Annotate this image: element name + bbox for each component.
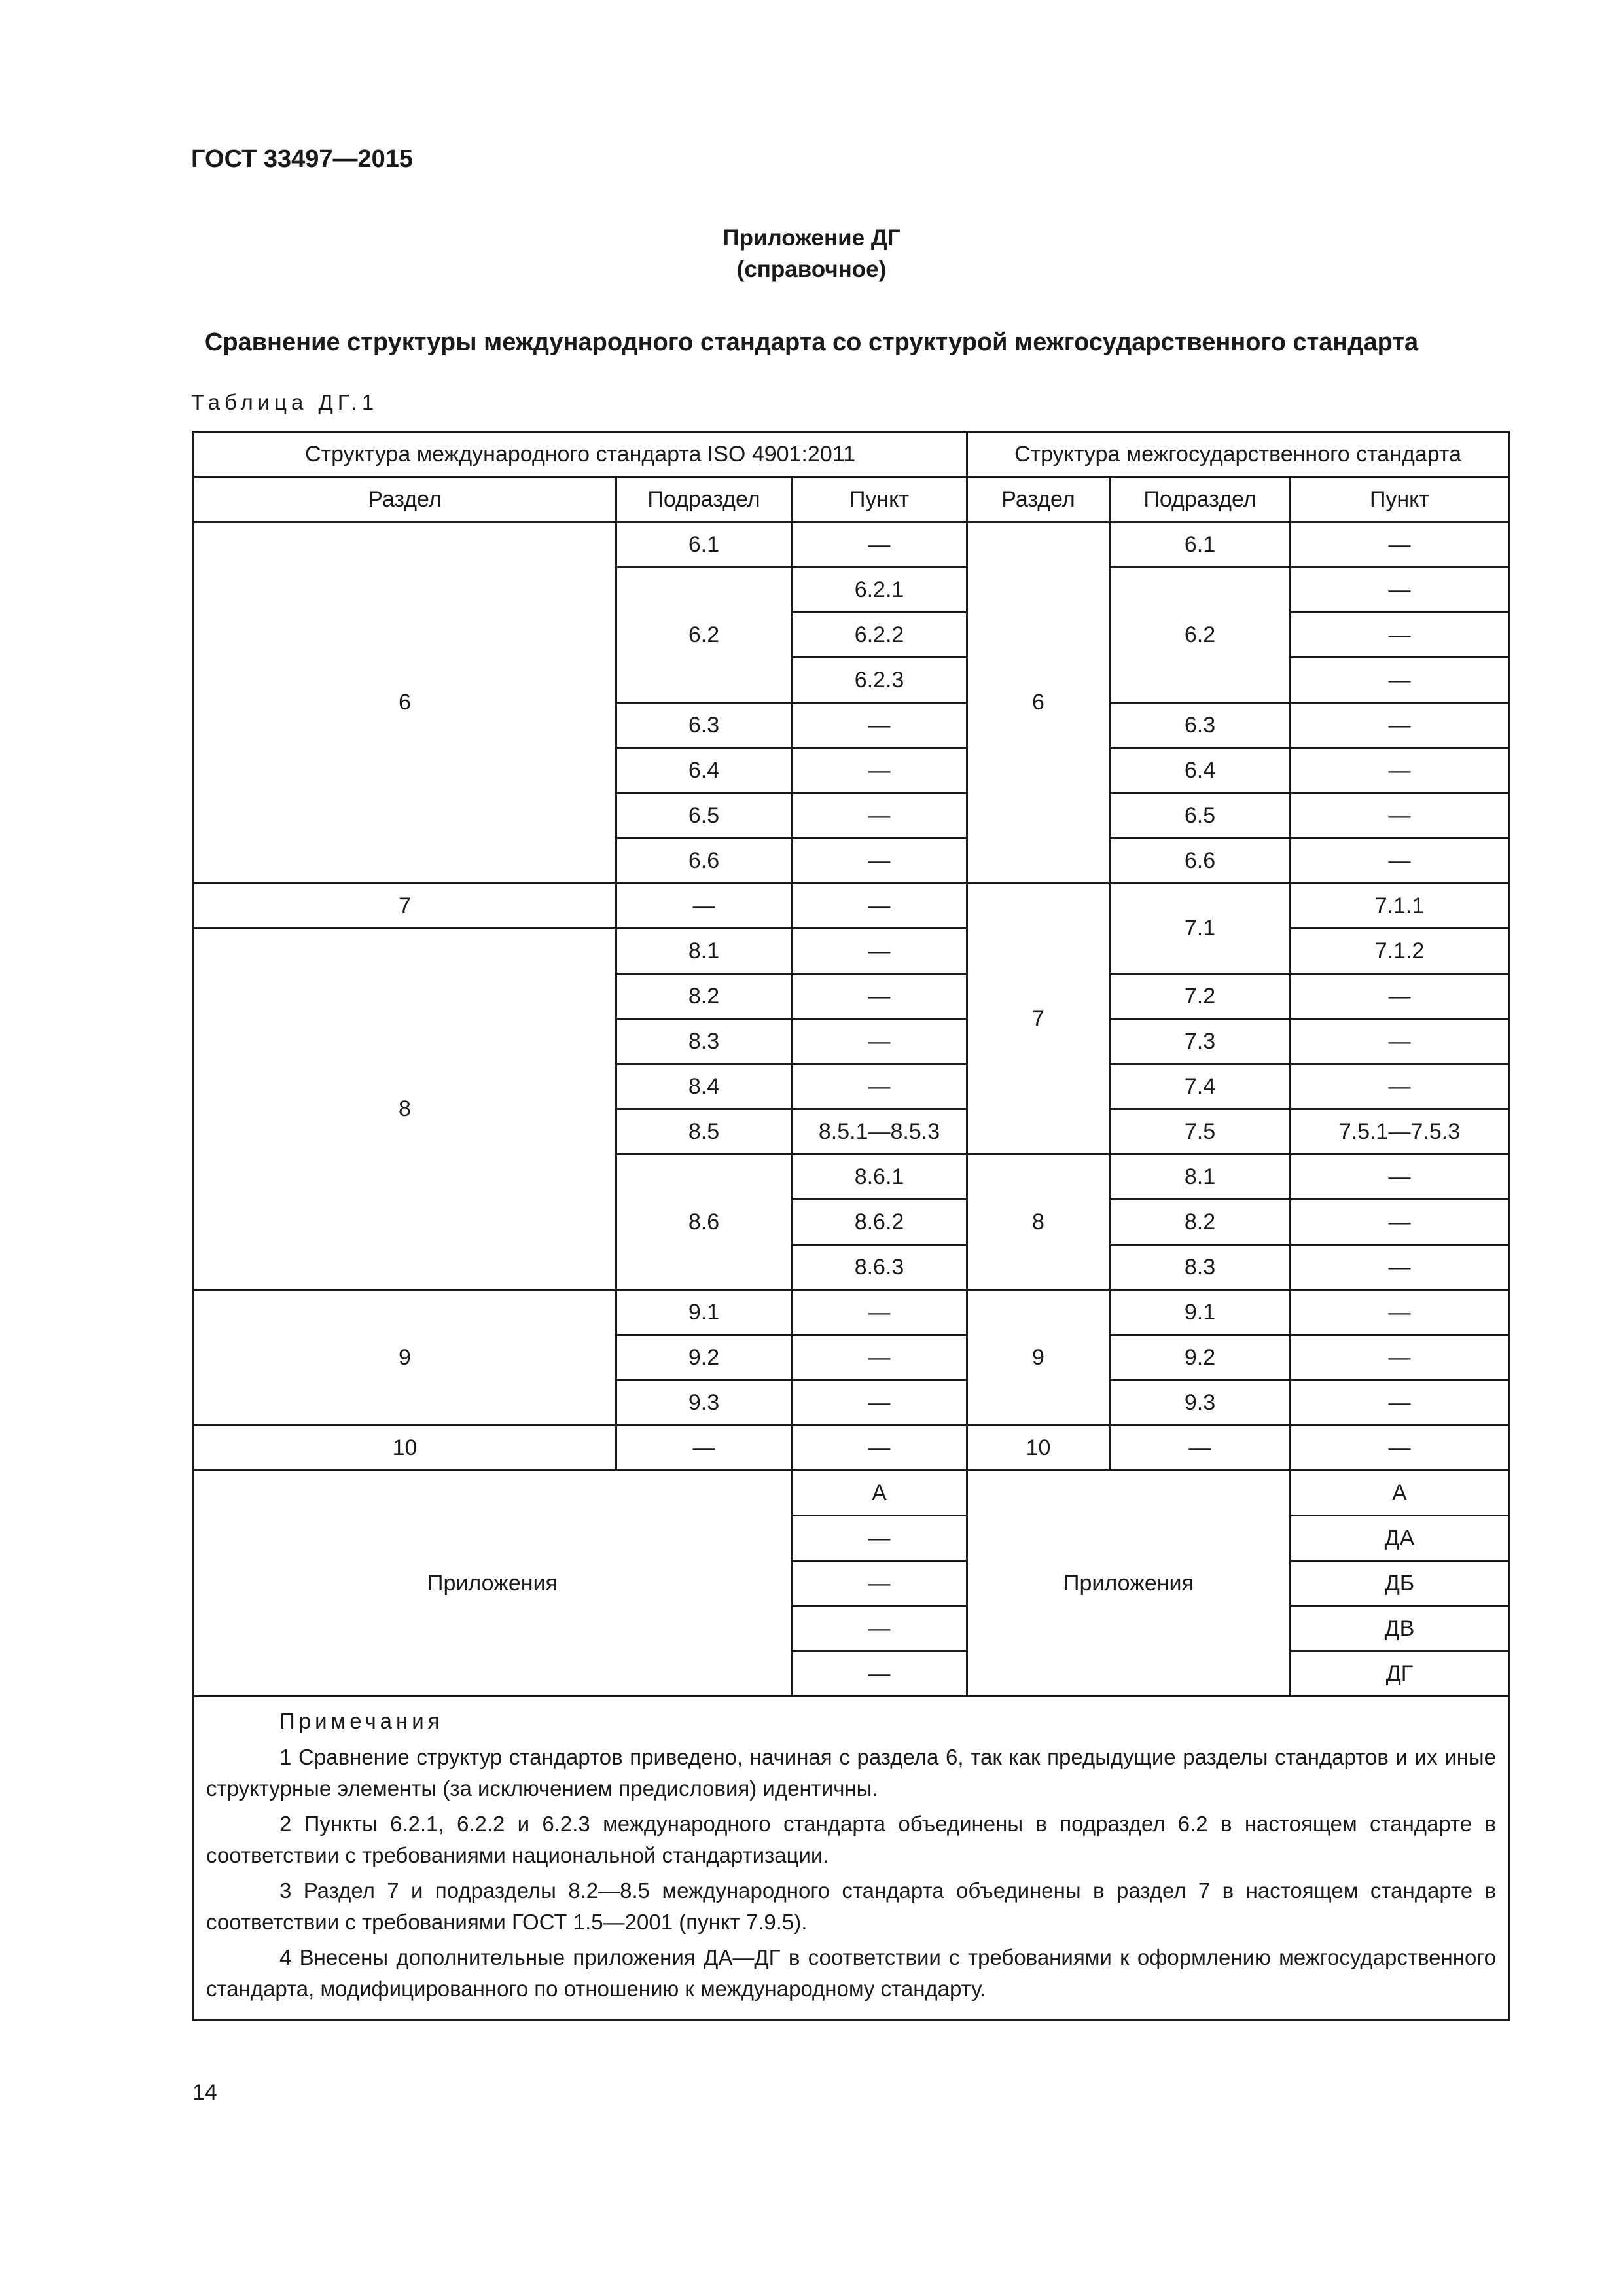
cell-subsection: 8.2 xyxy=(616,974,792,1019)
cell-subsection: 7.5 xyxy=(1110,1109,1291,1155)
table-row xyxy=(194,884,1509,929)
annex-heading xyxy=(0,223,1623,285)
cell-subsection: 6.3 xyxy=(616,703,792,748)
cell-annex: ДА xyxy=(1291,1516,1509,1561)
cell-annex: ДГ xyxy=(1291,1651,1509,1696)
table-group-header-row xyxy=(194,432,1509,477)
cell-annexes-label: Приложения xyxy=(194,1471,792,1696)
col-header-section: Раздел xyxy=(967,477,1110,522)
cell-subsection: 8.2 xyxy=(1110,1200,1291,1245)
notes-title: Примечания xyxy=(279,1709,444,1733)
cell-clause: — xyxy=(1291,1426,1509,1471)
col-header-subsection: Подраздел xyxy=(616,477,792,522)
cell-clause: 8.6.3 xyxy=(792,1245,967,1290)
cell-section: 10 xyxy=(967,1426,1110,1471)
cell-clause: — xyxy=(792,1290,967,1335)
annex-subtitle: (справочное) xyxy=(736,257,887,282)
cell-section: 6 xyxy=(967,522,1110,884)
cell-annex: ДВ xyxy=(1291,1606,1509,1651)
comparison-table xyxy=(192,431,1510,2021)
main-title: Сравнение структуры международного стандарта со структурой межгосударственного стандарта xyxy=(204,329,1419,356)
cell-subsection: 6.6 xyxy=(616,838,792,884)
cell-clause: — xyxy=(792,838,967,884)
cell-subsection: 9.3 xyxy=(1110,1380,1291,1426)
cell-clause: — xyxy=(792,974,967,1019)
cell-subsection: 9.2 xyxy=(616,1335,792,1380)
cell-subsection: 9.2 xyxy=(1110,1335,1291,1380)
cell-subsection: 8.1 xyxy=(1110,1155,1291,1200)
cell-subsection: 6.5 xyxy=(1110,793,1291,838)
col-header-section: Раздел xyxy=(194,477,616,522)
cell-subsection: 9.1 xyxy=(616,1290,792,1335)
cell-subsection: 8.1 xyxy=(616,929,792,974)
note-item: 4 Внесены дополнительные приложения ДА—ДГ в соответствии с требованиями к оформлению межгосударственного стандарта, модифицированного по отношению к международному стандарту. xyxy=(206,1945,1496,2001)
cell-section: 7 xyxy=(967,884,1110,1155)
cell-clause: — xyxy=(1291,703,1509,748)
cell-clause: — xyxy=(1291,1335,1509,1380)
cell-subsection: 8.6 xyxy=(616,1155,792,1290)
col-header-subsection: Подраздел xyxy=(1110,477,1291,522)
cell-clause: — xyxy=(1291,1245,1509,1290)
cell-clause: 8.6.2 xyxy=(792,1200,967,1245)
cell-clause: — xyxy=(1291,974,1509,1019)
cell-clause: — xyxy=(792,1380,967,1426)
cell-annex: А xyxy=(1291,1471,1509,1516)
cell-clause: — xyxy=(792,703,967,748)
cell-section: 9 xyxy=(194,1290,616,1426)
cell-subsection: 6.5 xyxy=(616,793,792,838)
table-label: Таблица ДГ.1 xyxy=(191,390,379,414)
cell-clause: — xyxy=(792,929,967,974)
cell-subsection: 8.4 xyxy=(616,1064,792,1109)
cell-subsection: — xyxy=(1110,1426,1291,1471)
cell-clause: — xyxy=(1291,1380,1509,1426)
cell-clause: — xyxy=(792,884,967,929)
cell-clause: — xyxy=(792,793,967,838)
cell-clause: — xyxy=(1291,793,1509,838)
cell-subsection: 9.1 xyxy=(1110,1290,1291,1335)
table-row xyxy=(194,522,1509,567)
notes-cell xyxy=(194,1696,1509,2020)
cell-clause: 6.2.3 xyxy=(792,658,967,703)
table-column-header-row xyxy=(194,477,1509,522)
cell-annex: — xyxy=(792,1651,967,1696)
cell-section: 8 xyxy=(194,929,616,1290)
cell-subsection: 6.3 xyxy=(1110,703,1291,748)
cell-clause: — xyxy=(1291,1064,1509,1109)
note-item: 2 Пункты 6.2.1, 6.2.2 и 6.2.3 международного стандарта объединены в подраздел 6.2 в настоящем стандарте в соответствии с требованиями национальной стандартизации. xyxy=(206,1812,1496,1867)
cell-subsection: 6.4 xyxy=(1110,748,1291,793)
cell-clause: — xyxy=(1291,1290,1509,1335)
col-header-clause: Пункт xyxy=(1291,477,1509,522)
cell-annex: — xyxy=(792,1561,967,1606)
annex-title: Приложение ДГ xyxy=(722,225,901,251)
cell-annex: ДБ xyxy=(1291,1561,1509,1606)
table-row xyxy=(194,1471,1509,1516)
cell-subsection: — xyxy=(616,884,792,929)
cell-subsection: 6.6 xyxy=(1110,838,1291,884)
cell-section: 10 xyxy=(194,1426,616,1471)
cell-annex: — xyxy=(792,1516,967,1561)
cell-clause: — xyxy=(1291,522,1509,567)
document-code: ГОСТ 33497—2015 xyxy=(191,145,414,173)
cell-subsection: — xyxy=(616,1426,792,1471)
cell-clause: 6.2.2 xyxy=(792,613,967,658)
cell-subsection: 7.1 xyxy=(1110,884,1291,974)
cell-section: 7 xyxy=(194,884,616,929)
cell-subsection: 6.2 xyxy=(1110,567,1291,703)
cell-clause: — xyxy=(792,1335,967,1380)
cell-subsection: 6.2 xyxy=(616,567,792,703)
table-row xyxy=(194,1426,1509,1471)
cell-clause: 6.2.1 xyxy=(792,567,967,613)
cell-clause: — xyxy=(1291,838,1509,884)
cell-section: 9 xyxy=(967,1290,1110,1426)
cell-subsection: 6.1 xyxy=(616,522,792,567)
cell-clause: — xyxy=(792,1064,967,1109)
cell-annexes-label: Приложения xyxy=(967,1471,1291,1696)
cell-clause: 7.1.2 xyxy=(1291,929,1509,974)
cell-clause: — xyxy=(1291,1200,1509,1245)
cell-subsection: 7.2 xyxy=(1110,974,1291,1019)
cell-clause: — xyxy=(792,748,967,793)
cell-section: 8 xyxy=(967,1155,1110,1290)
cell-annex: А xyxy=(792,1471,967,1516)
cell-clause: — xyxy=(1291,748,1509,793)
page-number: 14 xyxy=(192,2080,217,2105)
cell-subsection: 8.3 xyxy=(1110,1245,1291,1290)
table-row xyxy=(194,1290,1509,1335)
cell-annex: — xyxy=(792,1606,967,1651)
header-international: Структура международного стандарта ISO 4901:2011 xyxy=(194,432,967,477)
notes-row xyxy=(194,1696,1509,2020)
header-interstate: Структура межгосударственного стандарта xyxy=(967,432,1509,477)
cell-subsection: 8.3 xyxy=(616,1019,792,1064)
cell-clause: — xyxy=(1291,1019,1509,1064)
cell-clause: — xyxy=(792,1426,967,1471)
note-item: 3 Раздел 7 и подразделы 8.2—8.5 международного стандарта объединены в раздел 7 в настоящем стандарте в соответствии с требованиями ГОСТ 1.5—2001 (пункт 7.9.5). xyxy=(206,1878,1496,1934)
cell-clause: 8.6.1 xyxy=(792,1155,967,1200)
table-row xyxy=(194,929,1509,974)
cell-clause: — xyxy=(1291,658,1509,703)
cell-clause: — xyxy=(1291,613,1509,658)
cell-clause: — xyxy=(1291,567,1509,613)
cell-clause: — xyxy=(792,1019,967,1064)
note-item: 1 Сравнение структур стандартов приведено, начиная с раздела 6, так как предыдущие разделы стандартов и их иные структурные элементы (за исключением предисловия) идентичны. xyxy=(206,1745,1496,1801)
cell-subsection: 8.5 xyxy=(616,1109,792,1155)
cell-subsection: 9.3 xyxy=(616,1380,792,1426)
cell-subsection: 7.3 xyxy=(1110,1019,1291,1064)
cell-clause: — xyxy=(792,522,967,567)
col-header-clause: Пункт xyxy=(792,477,967,522)
cell-subsection: 7.4 xyxy=(1110,1064,1291,1109)
cell-clause: 8.5.1—8.5.3 xyxy=(792,1109,967,1155)
cell-section: 6 xyxy=(194,522,616,884)
cell-clause: 7.1.1 xyxy=(1291,884,1509,929)
cell-subsection: 6.4 xyxy=(616,748,792,793)
cell-clause: 7.5.1—7.5.3 xyxy=(1291,1109,1509,1155)
cell-subsection: 6.1 xyxy=(1110,522,1291,567)
cell-clause: — xyxy=(1291,1155,1509,1200)
